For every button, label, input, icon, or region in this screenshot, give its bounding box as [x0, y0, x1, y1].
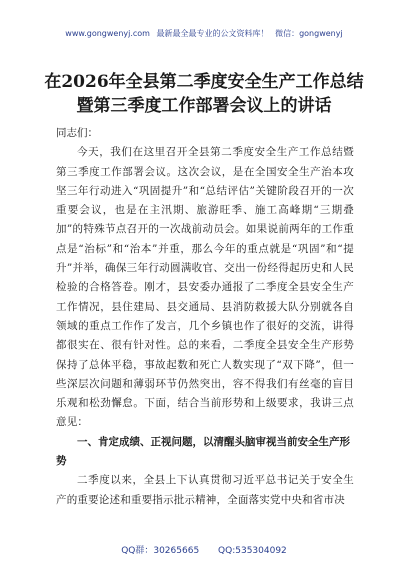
- header-tagline: 最新最全最专业的公文资料库！: [156, 29, 269, 38]
- footer-qq: QQ:535304092: [218, 546, 287, 556]
- document-title: [40, 70, 368, 118]
- document-body: [56, 124, 354, 510]
- body-paragraph: 今天，我们在这里召开全县第二季度安全生产工作总结暨第三季度工作部署会议。这次会议，是在全国安全生产治本攻坚三年行动进入“巩固提升”和“总结评估”关键阶段召开的一次重要会议，也是在主汛期、旅游旺季、施工高峰期“三期叠加”的特殊节点召开的一次战前动员会。如果说前两年的工作重点是“治标”和“治本”并重，那么今年的重点就是“巩固”和“提升”并举，确保三年行动圆满收官、交出一份经得起历史和人民检验的合格答卷。刚才，县安委办通报了二季度全县安全生产工作情况，县住建局、县交通局、县消防救援大队分别就各自领域的重点工作作了发言，几个乡镇也作了很好的交流，讲得都很实在、很有针对性。总的来看，二季度全县安全生产形势保持了总体平稳，事故起数和死亡人数实现了“双下降”，但一些深层次问题和薄弱环节仍然突出，容不得我们有丝毫的盲目乐观和松劲懈怠。下面，结合当前形势和上级要求，我讲三点意见：: [56, 146, 354, 429]
- footer-qq-group: QQ群：30265665: [121, 546, 200, 556]
- title-line-1: 在2026年全县第二季度安全生产工作总结: [44, 72, 364, 92]
- title-line-2: 暨第三季度工作部署会议上的讲话: [76, 96, 332, 116]
- header-site-link[interactable]: www.gongwenyj.com: [65, 29, 150, 38]
- body-paragraph-after-heading: 二季度以来，全县上下认真贯彻习近平总书记关于安全生产的重要论述和重要指示批示精神，全面落实党中央和省市决: [56, 474, 354, 506]
- salutation: 同志们：: [56, 127, 98, 139]
- page-header: [0, 29, 408, 39]
- page-footer: [0, 545, 408, 557]
- section-heading: 一、肯定成绩、正视问题，以清醒头脑审视当前安全生产形势: [56, 435, 350, 468]
- header-wechat: 微信：gongwenyj: [275, 29, 343, 38]
